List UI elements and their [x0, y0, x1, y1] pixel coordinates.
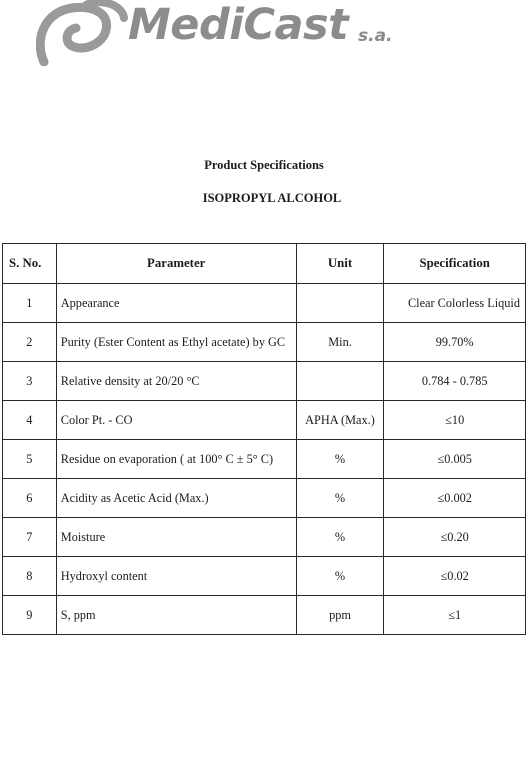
specification-table: [2, 243, 526, 635]
row-sno: 8: [3, 557, 57, 596]
table-row: [3, 323, 526, 362]
row-parameter: Moisture: [56, 518, 296, 557]
table-row: [3, 284, 526, 323]
row-sno: 9: [3, 596, 57, 635]
row-parameter: Color Pt. - CO: [56, 401, 296, 440]
row-sno: 4: [3, 401, 57, 440]
row-specification: ≤0.002: [384, 479, 526, 518]
row-specification: ≤0.005: [384, 440, 526, 479]
row-sno: 5: [3, 440, 57, 479]
table-row: [3, 596, 526, 635]
table-row: [3, 401, 526, 440]
row-unit: ppm: [296, 596, 384, 635]
row-parameter: Acidity as Acetic Acid (Max.): [56, 479, 296, 518]
table-row: [3, 479, 526, 518]
company-logo: [36, 0, 416, 66]
logo-wordmark: MediCast: [128, 0, 349, 50]
row-sno: 7: [3, 518, 57, 557]
row-parameter: Appearance: [56, 284, 296, 323]
header-sno: S. No.: [3, 244, 57, 284]
row-parameter: Purity (Ester Content as Ethyl acetate) by GC: [56, 323, 296, 362]
table-row: [3, 518, 526, 557]
table-header-row: [3, 244, 526, 284]
row-specification: 99.70%: [384, 323, 526, 362]
row-sno: 6: [3, 479, 57, 518]
header-unit: Unit: [296, 244, 384, 284]
header-parameter: Parameter: [56, 244, 296, 284]
row-unit: %: [296, 557, 384, 596]
row-unit: [296, 362, 384, 401]
row-sno: 3: [3, 362, 57, 401]
table-row: [3, 362, 526, 401]
document-title: Product Specifications: [204, 158, 324, 172]
table-row: [3, 557, 526, 596]
row-sno: 2: [3, 323, 57, 362]
row-specification: ≤0.20: [384, 518, 526, 557]
medicast-swirl-icon: [36, 0, 128, 66]
row-parameter: Residue on evaporation ( at 100° C ± 5° C): [56, 440, 296, 479]
row-specification: ≤10: [384, 401, 526, 440]
logo-suffix: s.a.: [358, 26, 393, 46]
row-parameter: Hydroxyl content: [56, 557, 296, 596]
row-parameter: Relative density at 20/20 °C: [56, 362, 296, 401]
row-sno: 1: [3, 284, 57, 323]
product-name: ISOPROPYL ALCOHOL: [202, 191, 342, 205]
row-parameter: S, ppm: [56, 596, 296, 635]
row-unit: %: [296, 518, 384, 557]
row-specification: 0.784 - 0.785: [384, 362, 526, 401]
table-row: [3, 440, 526, 479]
row-unit: %: [296, 479, 384, 518]
row-unit: Min.: [296, 323, 384, 362]
row-unit: [296, 284, 384, 323]
row-specification: ≤1: [384, 596, 526, 635]
row-unit: %: [296, 440, 384, 479]
row-unit: APHA (Max.): [296, 401, 384, 440]
row-specification: Clear Colorless Liquid: [384, 284, 526, 323]
row-specification: ≤0.02: [384, 557, 526, 596]
header-specification: Specification: [384, 244, 526, 284]
